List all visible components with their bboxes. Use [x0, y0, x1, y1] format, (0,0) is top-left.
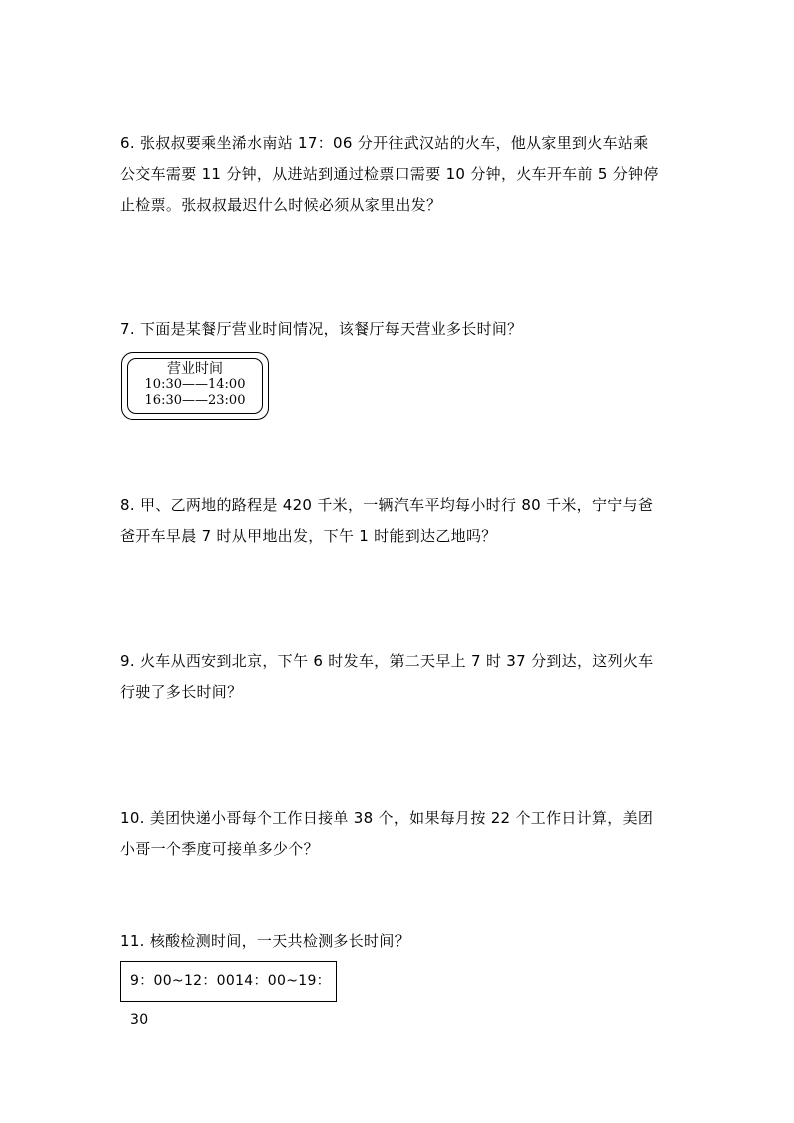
business-hours-inner-frame	[127, 358, 263, 414]
question-10-line-1: 10. 美团快递小哥每个工作日接单 38 个，如果每月按 22 个工作日计算，美团	[120, 809, 654, 827]
question-6-line-2: 公交车需要 11 分钟，从进站到通过检票口需要 10 分钟，火车开车前 5 分钟停	[120, 165, 659, 183]
business-hours-row-1: 10:30——14:00	[144, 377, 246, 392]
question-7-line-1: 7. 下面是某餐厅营业时间情况，该餐厅每天营业多长时间？	[120, 320, 523, 338]
question-8-line-1: 8. 甲、乙两地的路程是 420 千米，一辆汽车平均每小时行 80 千米，宁宁与爸	[120, 496, 654, 514]
business-hours-row-2: 16:30——23:00	[144, 393, 246, 408]
testing-hours-box: 9：00~12：0014：00~19：30	[120, 961, 337, 1002]
question-7	[120, 314, 680, 345]
question-6-line-3: 止检票。张叔叔最迟什么时候必须从家里出发？	[120, 196, 442, 214]
question-8-line-2: 爸开车早晨 7 时从甲地出发，下午 1 时能到达乙地吗？	[120, 527, 497, 545]
question-9-line-2: 行驶了多长时间？	[120, 683, 243, 701]
question-10-line-2: 小哥一个季度可接单多少个？	[120, 840, 319, 858]
question-9-line-1: 9. 火车从西安到北京，下午 6 时发车，第二天早上 7 时 37 分到达，这列火车	[120, 652, 654, 670]
question-6	[120, 128, 680, 221]
question-11	[120, 926, 680, 957]
business-hours-title: 营业时间	[167, 361, 223, 377]
business-hours-box	[121, 352, 269, 420]
question-11-line-1: 11. 核酸检测时间，一天共检测多长时间？	[120, 932, 410, 950]
question-8	[120, 490, 680, 552]
question-9	[120, 646, 680, 708]
question-10	[120, 803, 680, 865]
question-6-line-1: 6. 张叔叔要乘坐浠水南站 17：06 分开往武汉站的火车，他从家里到火车站乘	[120, 134, 649, 152]
